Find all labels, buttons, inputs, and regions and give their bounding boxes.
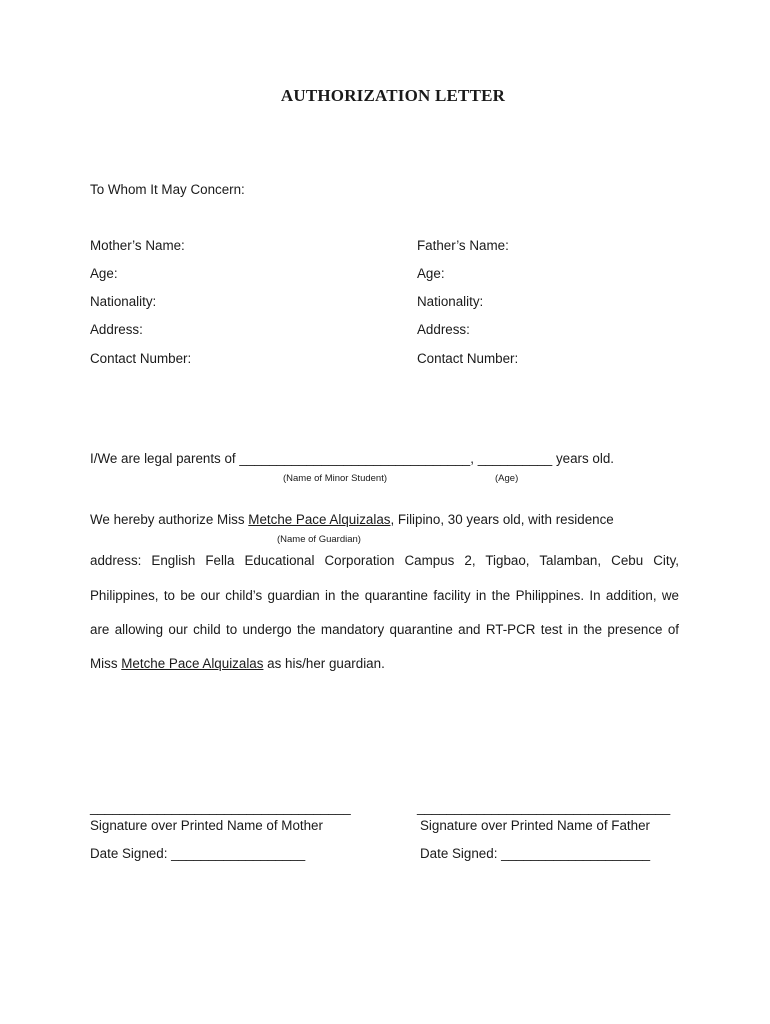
mother-contact-label: Contact Number: — [90, 351, 192, 366]
age-caption: (Age) — [495, 473, 519, 484]
father-nationality-label: Nationality: — [417, 294, 484, 309]
mother-date-signed: Date Signed: __________________ — [90, 846, 306, 861]
mother-signature-label: Signature over Printed Name of Mother — [90, 818, 323, 833]
comma: , — [470, 451, 474, 466]
minor-name-blank: _______________________________ — [239, 451, 471, 466]
mother-name-label: Mother’s Name: — [90, 238, 185, 253]
authorize-line1-suffix: , Filipino, 30 years old, with residence — [390, 512, 614, 527]
authorize-line5-prefix: Miss — [90, 656, 118, 671]
authorize-line-2: address: English Fella Educational Corporation Campus 2, Tigbao, Talamban, Cebu City, — [90, 553, 679, 568]
authorize-line-4: are allowing our child to undergo the mandatory quarantine and RT-PCR test in the presence of — [90, 622, 679, 637]
salutation: To Whom It May Concern: — [90, 182, 245, 197]
father-address-label: Address: — [417, 322, 470, 337]
parents-statement — [90, 451, 614, 466]
authorize-prefix: We hereby authorize Miss — [90, 512, 245, 527]
mother-nationality-label: Nationality: — [90, 294, 157, 309]
guardian-name-repeat: Metche Pace Alquizalas — [121, 656, 264, 671]
father-age-label: Age: — [417, 266, 445, 281]
years-old-suffix: years old. — [555, 451, 615, 466]
age-blank: __________ — [477, 451, 553, 466]
father-signature-label: Signature over Printed Name of Father — [420, 818, 650, 833]
father-signature-line: __________________________________ — [417, 800, 671, 815]
mother-age-label: Age: — [90, 266, 118, 281]
parents-prefix: I/We are legal parents of — [90, 451, 236, 466]
document-title: AUTHORIZATION LETTER — [280, 86, 506, 105]
authorize-line5-suffix: as his/her guardian. — [267, 656, 385, 671]
authorize-line-3: Philippines, to be our child’s guardian in the quarantine facility in the Philippines. In addition, we — [90, 588, 679, 603]
mother-address-label: Address: — [90, 322, 143, 337]
father-contact-label: Contact Number: — [417, 351, 519, 366]
authorize-line-5 — [90, 656, 385, 671]
guardian-name-caption: (Name of Guardian) — [277, 534, 361, 545]
father-name-label: Father’s Name: — [417, 238, 509, 253]
minor-name-caption: (Name of Minor Student) — [283, 473, 388, 484]
guardian-name: Metche Pace Alquizalas — [248, 512, 391, 527]
mother-signature-line: ___________________________________ — [90, 800, 351, 815]
authorize-line-1 — [90, 512, 614, 527]
father-date-signed: Date Signed: ____________________ — [420, 846, 651, 861]
